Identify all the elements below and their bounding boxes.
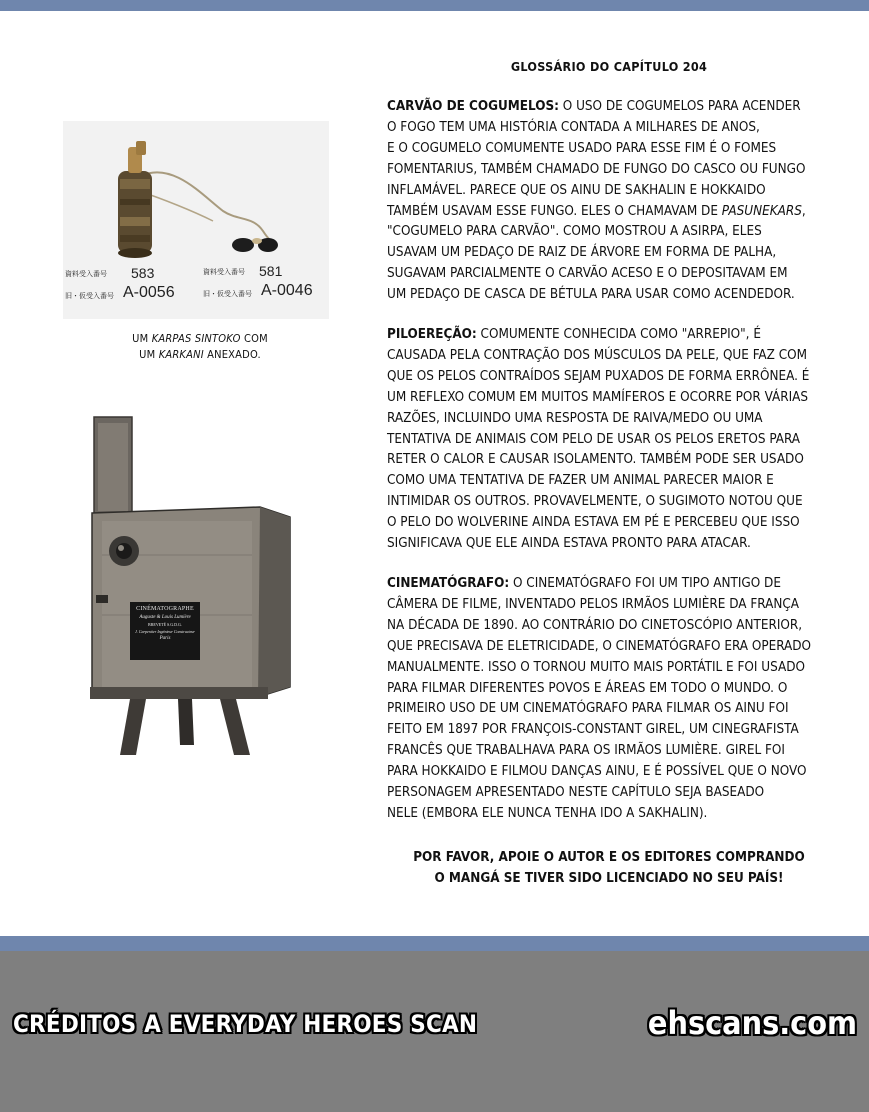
entry-line: USAVAM UM PEDAÇO DE RAIZ DE ÁRVORE EM FORMA DE PALHA, <box>387 245 777 261</box>
entry-line: PRIMEIRO USO DE UM CINEMATÓGRAFO PARA FILMAR OS AINU FOI <box>387 701 789 717</box>
entry-line: PERSONAGEM APRESENTADO NESTE CAPÍTULO SEJA BASEADO <box>387 785 765 801</box>
scanlator-credits: CRÉDITOS A EVERYDAY HEROES SCAN <box>13 1010 478 1038</box>
entry-line <box>387 202 837 223</box>
caption-text: UM <box>132 332 152 345</box>
entry-line: NELE (EMBORA ELE NUNCA TENHA IDO A SAKHALIN). <box>387 805 708 821</box>
cinematographe-plate <box>130 605 200 643</box>
glossary-entry-cinematografo <box>387 574 837 825</box>
entry-line: QUE PRECISAVA DE ELETRICIDADE, O CINEMATÓGRAFO ERA OPERADO <box>387 638 812 654</box>
caption-line-2 <box>100 347 300 363</box>
entry-line: RETER O CALOR E CAUSAR ISOLAMENTO. TAMBÉM PODE SER USADO <box>387 452 804 468</box>
karpas-sintoko-caption <box>100 331 300 363</box>
caption-italic-term: KARPAS SINTOKO <box>151 332 241 345</box>
entry-line: INTIMIDAR OS OUTROS. PROVAVELMENTE, O SUGIMOTO NOTOU QUE <box>387 494 803 510</box>
entry-line: MANUALMENTE. ISSO O TORNOU MUITO MAIS PORTÁTIL E FOI USADO <box>387 659 805 675</box>
scanlator-site: ehscans.com <box>647 1004 857 1042</box>
caption-italic-term: KARKANI <box>158 348 204 361</box>
caption-text: UM <box>139 348 159 361</box>
entry-line: NA DÉCADA DE 1890. AO CONTRÁRIO DO CINETOSCÓPIO ANTERIOR, <box>387 617 803 633</box>
entry-line: FOMENTARIUS, TAMBÉM CHAMADO DE FUNGO DO CASCO OU FUNGO <box>387 161 806 177</box>
plate-city: Paris <box>159 636 171 641</box>
entry-line: RAZÕES, INCLUINDO UMA RESPOSTA DE RAIVA/MEDO OU UMA <box>387 410 763 426</box>
entry-line: UM REFLEXO COMUM EM MUITOS MAMÍFEROS E OCORRE POR VÁRIAS <box>387 389 809 405</box>
entry-line: "COGUMELO PARA CARVÃO". COMO MOSTROU A ASIRPA, ELES <box>387 224 762 240</box>
italic-term-pasunekars: PASUNEKARS <box>721 203 802 219</box>
glossary-term: PILOEREÇÃO: <box>387 327 477 342</box>
entry-line: TENTATIVA DE ANIMAIS COM PELO DE USAR OS PELOS ERETOS PARA <box>387 431 801 447</box>
entry-line: CAUSADA PELA CONTRAÇÃO DOS MÚSCULOS DA PELE, QUE FAZ COM <box>387 347 807 363</box>
entry-line <box>387 325 837 346</box>
entry-text: O USO DE COGUMELOS PARA ACENDER <box>558 99 801 114</box>
number-581: 581 <box>259 263 283 279</box>
entry-text: , <box>801 203 806 219</box>
entry-line: E O COGUMELO COMUMENTE USADO PARA ESSE FIM É O FOMES <box>387 140 777 156</box>
plate-title: CINÉMATOGRAPHE <box>136 606 194 612</box>
entry-line: FRANCÊS QUE TRABALHAVA PARA OS IRMÃOS LUMIÈRE. GIREL FOI <box>387 743 785 759</box>
entry-line: SUGAVAM PARCIALMENTE O CARVÃO ACESO E O DEPOSITAVAM EM <box>387 266 788 282</box>
entry-line: PARA FILMAR DIFERENTES POVOS E ÁREAS EM TODO O MUNDO. O <box>387 680 788 696</box>
caption-text: COM <box>240 332 268 345</box>
entry-line: QUE OS PELOS CONTRAÍDOS SEJAM PUXADOS DE FORMA ERRÔNEA. É <box>387 368 810 384</box>
entry-line: FEITO EM 1897 POR FRANÇOIS-CONSTANT GIREL, UM CINEGRAFISTA <box>387 722 799 738</box>
glossary-term: CARVÃO DE COGUMELOS: <box>387 99 559 114</box>
entry-line: COMO UMA TENTATIVA DE FAZER UM ANIMAL PARECER MAIOR E <box>387 473 774 489</box>
entry-line: O FOGO TEM UMA HISTÓRIA CONTADA A MILHARES DE ANOS, <box>387 119 760 135</box>
plate-inventors: Auguste & Louis Lumière <box>139 615 191 620</box>
code-a0046: A-0046 <box>261 282 313 299</box>
entry-line: SIGNIFICAVA QUE ELE AINDA ESTAVA PRONTO PARA ATACAR. <box>387 536 751 552</box>
cinematographe-illustration <box>90 415 295 755</box>
glossary-entry-carvao <box>387 97 837 306</box>
entry-line <box>387 97 837 118</box>
label-acquisition-left: 資料受入番号 <box>65 270 107 278</box>
number-583: 583 <box>131 265 155 281</box>
entry-line: PARA HOKKAIDO E FILMOU DANÇAS AINU, E É POSSÍVEL QUE O NOVO <box>387 764 807 780</box>
cinematographe-photo <box>90 415 295 755</box>
glossary-term: CINEMATÓGRAFO: <box>387 576 510 591</box>
entry-line <box>387 574 837 595</box>
label-acquisition-right: 資料受入番号 <box>203 268 245 276</box>
glossary-entry-piloerecao <box>387 325 837 555</box>
label-old-left: 旧・仮受入番号 <box>65 292 114 300</box>
plate-patent: BREVETÉ S.G.D.G. <box>148 622 182 627</box>
entry-line: CÂMERA DE FILME, INVENTADO PELOS IRMÃOS LUMIÈRE DA FRANÇA <box>387 596 799 612</box>
support-line: O MANGÁ SE TIVER SIDO LICENCIADO NO SEU PAÍS! <box>434 871 784 886</box>
entry-line: INFLAMÁVEL. PARECE QUE OS AINU DE SAKHALIN E HOKKAIDO <box>387 182 766 198</box>
caption-text: ANEXADO. <box>203 348 261 361</box>
entry-text: COMUMENTE CONHECIDA COMO "ARREPIO", É <box>476 327 761 342</box>
caption-line-1 <box>100 331 300 347</box>
plate-constructor: J. Carpentier Ingénieur Constructeur <box>135 629 195 634</box>
top-color-band <box>0 0 869 11</box>
support-line: POR FAVOR, APOIE O AUTOR E OS EDITORES COMPRANDO <box>413 850 805 865</box>
footer-color-band <box>0 936 869 951</box>
entry-text: O CINEMATÓGRAFO FOI UM TIPO ANTIGO DE <box>509 576 781 591</box>
karpas-sintoko-photo <box>63 121 329 319</box>
entry-line: UM PEDAÇO DE CASCA DE BÉTULA PARA USAR COMO ACENDEDOR. <box>387 287 795 303</box>
glossary-title: GLOSSÁRIO DO CAPÍTULO 204 <box>510 59 708 74</box>
code-a0056: A-0056 <box>123 284 175 301</box>
entry-line: O PELO DO WOLVERINE AINDA ESTAVA EM PÉ E PERCEBEU QUE ISSO <box>387 515 800 531</box>
entry-text: TAMBÉM USAVAM ESSE FUNGO. ELES O CHAMAVAM DE <box>387 203 722 219</box>
support-author-message <box>389 847 829 889</box>
label-old-right: 旧・仮受入番号 <box>203 290 252 298</box>
